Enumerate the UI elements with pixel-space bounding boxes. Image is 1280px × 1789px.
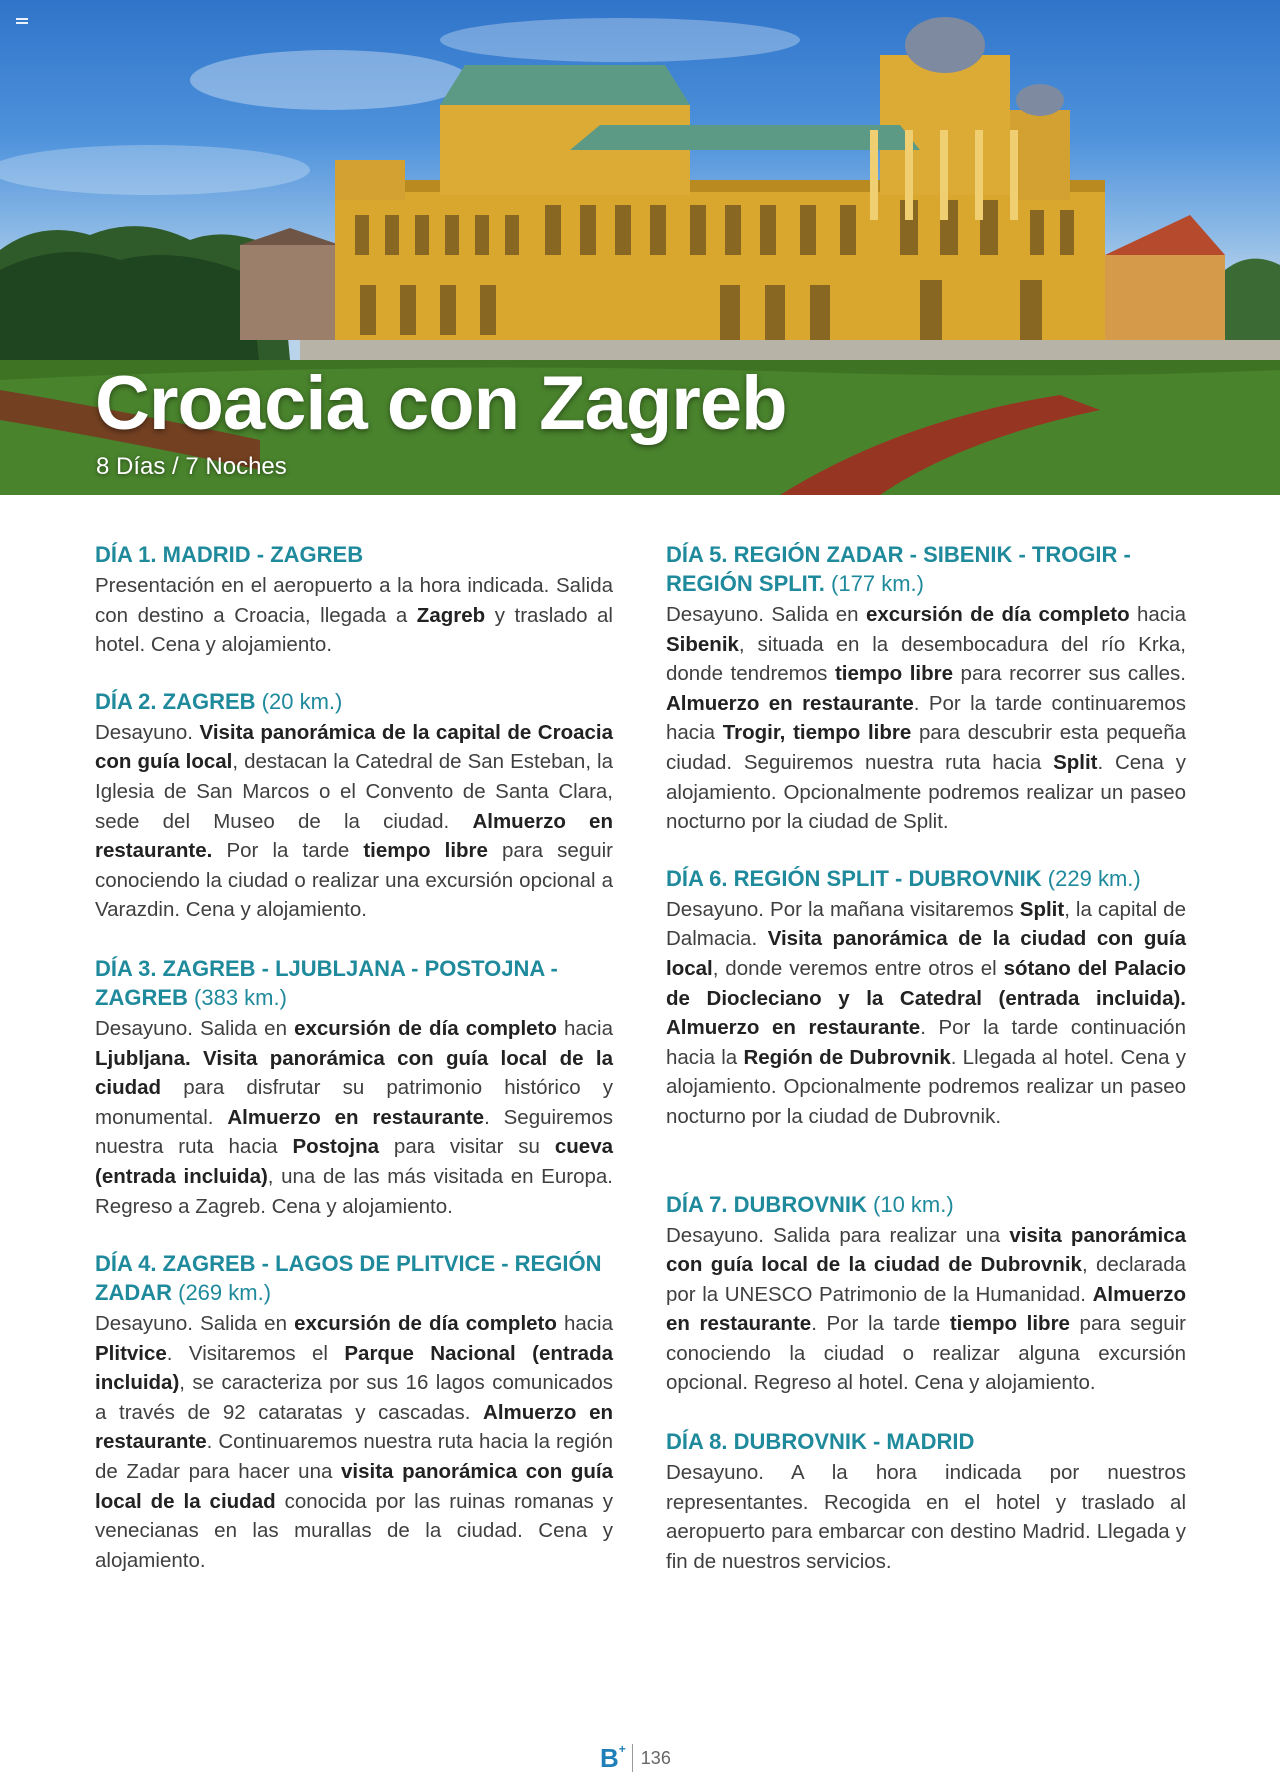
body-text: , una de las más visitada en Europa. Regreso a Zagreb. Cena y alojamiento. — [95, 1164, 613, 1218]
highlight-text: visita panorámica con guía local de la ciudad de Dubrovnik — [666, 1223, 1186, 1277]
body-text: para visitar su — [379, 1135, 555, 1159]
body-text: conocida por las ruinas romanas y venecianas en las murallas de la ciudad. Cena y alojamiento. — [95, 1489, 613, 1572]
highlight-text: Parque Nacional (entrada incluida) — [95, 1341, 613, 1395]
highlight-text: Almuerzo en restaurante. — [95, 809, 613, 863]
highlight-text: visita panorámica con guía local de la ciudad — [95, 1460, 613, 1513]
day-heading: DÍA 2. ZAGREB (20 km.) — [95, 688, 343, 714]
body-text: , declarada por la UNESCO Patrimonio de la Humanidad. — [666, 1253, 1186, 1306]
body-text: Desayuno. Salida para realizar una — [666, 1223, 1010, 1247]
page-number: 136 — [640, 1747, 671, 1768]
body-text: hacia — [556, 1312, 613, 1336]
itinerary-day-5 — [666, 540, 1186, 837]
day-description — [95, 1014, 613, 1221]
body-text: , donde veremos entre otros el — [712, 956, 1004, 980]
highlight-text: excursión de día completo — [865, 603, 1130, 626]
day-description — [666, 600, 1186, 837]
highlight-text: Split — [1053, 750, 1098, 774]
highlight-text: excursión de día completo — [294, 1016, 557, 1040]
body-text: . Continuaremos nuestra ruta hacia la región de Zadar para hacer una — [95, 1430, 613, 1484]
body-text: Desayuno. — [95, 720, 200, 744]
day-heading: DÍA 3. ZAGREB - LJUBLJANA - POSTOJNA - ZAGREB (383 km.) — [95, 955, 558, 1010]
body-text: para descubrir esta pequeña ciudad. Seguiremos nuestra ruta hacia — [666, 721, 1186, 774]
menu-icon[interactable] — [16, 18, 28, 26]
day-description — [666, 1221, 1186, 1399]
body-text: Desayuno. Por la mañana visitaremos — [666, 897, 1020, 921]
day-heading: DÍA 6. REGIÓN SPLIT - DUBROVNIK (229 km.) — [666, 865, 1141, 891]
day-heading: DÍA 1. MADRID - ZAGREB — [95, 542, 364, 567]
body-text: Desayuno. Salida en — [666, 603, 866, 626]
body-text: para recorrer sus calles. — [953, 662, 1186, 686]
body-text: Desayuno. Salida en — [95, 1016, 295, 1040]
itinerary-day-6 — [666, 864, 1186, 1132]
day-heading: DÍA 4. ZAGREB - LAGOS DE PLITVICE - REGIÓN ZADAR (269 km.) — [95, 1251, 602, 1306]
body-text: , situada en la desembocadura del río Krka, donde tendremos — [666, 632, 1186, 686]
itinerary-day-8 — [666, 1427, 1186, 1576]
highlight-text: cueva (entrada incluida) — [95, 1135, 614, 1188]
body-text: . Llegada al hotel. Cena y alojamiento. Opcionalmente podremos realizar un paseo nocturno por la ciudad de Dubrovnik. — [666, 1045, 1187, 1128]
page-title: Croacia con Zagreb — [95, 361, 787, 446]
body-text: . Cena y alojamiento. Opcionalmente podremos realizar un paseo nocturno por la ciudad de Split. — [666, 750, 1186, 834]
day-description — [95, 718, 613, 925]
itinerary-day-2 — [95, 687, 613, 925]
highlight-text: Trogir, tiempo libre — [722, 721, 912, 745]
highlight-text: Almuerzo en restaurante — [666, 1282, 1186, 1336]
body-text: Desayuno. Salida en — [95, 1312, 295, 1336]
body-text: , la capital de Dalmacia. — [666, 897, 1186, 951]
body-text: . Seguiremos nuestra ruta hacia — [95, 1105, 614, 1159]
highlight-text: Split — [1019, 897, 1065, 921]
day-heading: DÍA 5. REGIÓN ZADAR - SIBENIK - TROGIR - REGIÓN SPLIT. (177 km.) — [666, 542, 1131, 596]
highlight-text: Sibenik — [666, 632, 739, 656]
itinerary-day-7 — [666, 1190, 1186, 1399]
body-text: , destacan la Catedral de San Esteban, la Iglesia de San Marcos o el Convento de Santa Clara, sede del Museo de la ciudad. — [95, 750, 614, 833]
body-text: Presentación en el aeropuerto a la hora indicada. Salida con destino a Croacia, llegada a — [95, 574, 613, 627]
highlight-text: Visita panorámica de la ciudad con guía local — [666, 927, 1186, 980]
highlight-text: Almuerzo en restaurante — [227, 1105, 485, 1129]
highlight-text: tiempo libre — [949, 1312, 1070, 1336]
hero-banner — [0, 0, 1280, 495]
trip-duration: 8 Días / 7 Noches — [96, 453, 287, 480]
body-text: para disfrutar su patrimonio histórico y monumental. — [95, 1076, 613, 1129]
body-text: Desayuno. A la hora indicada por nuestros representantes. Recogida en el hotel y traslado al aeropuerto para embarcar con destino Madrid. Llegada y fin de nuestros servicios. — [666, 1461, 1186, 1573]
body-text: para seguir conociendo la ciudad o realizar una excursión opcional a Varazdin. Cena y alojamiento. — [95, 839, 613, 922]
highlight-text: excursión de día completo — [294, 1312, 557, 1336]
highlight-text: sótano del Palacio de Diocleciano y la Catedral (entrada incluida). Almuerzo en restaurante — [666, 956, 1186, 1040]
day-description — [95, 1309, 613, 1575]
day-description — [666, 1458, 1186, 1576]
body-text: hacia — [1129, 603, 1186, 626]
highlight-text: Almuerzo en restaurante — [95, 1400, 613, 1454]
itinerary-day-4 — [95, 1249, 613, 1575]
body-text: . Visitaremos el — [166, 1341, 345, 1365]
day-description — [95, 571, 613, 660]
highlight-text: Postojna — [292, 1135, 380, 1159]
page-footer — [600, 1740, 671, 1776]
highlight-text: Almuerzo en restaurante — [666, 691, 914, 715]
brand-logo: B+ — [600, 1741, 626, 1773]
itinerary-column-right — [666, 540, 1186, 1576]
body-text: para seguir conociendo la ciudad o realizar alguna excursión opcional. Regreso al hotel. Cena y alojamiento. — [666, 1312, 1187, 1395]
body-text: Por la tarde — [212, 839, 364, 863]
day-heading: DÍA 8. DUBROVNIK - MADRID — [666, 1429, 975, 1455]
body-text: . Por la tarde continuación hacia la — [666, 1016, 1186, 1069]
body-text: y traslado al hotel. Cena y alojamiento. — [95, 603, 613, 657]
body-text: hacia — [556, 1016, 613, 1040]
body-text: . Por la tarde continuaremos hacia — [666, 691, 1187, 745]
footer-divider — [632, 1744, 633, 1772]
day-description — [666, 895, 1186, 1132]
highlight-text: Plitvice — [95, 1341, 167, 1365]
highlight-text: Ljubljana. Visita panorámica con guía local de la ciudad — [95, 1046, 613, 1100]
highlight-text: tiempo libre — [834, 662, 953, 686]
itinerary-column-left — [95, 540, 613, 1575]
highlight-text: Zagreb — [416, 603, 486, 627]
highlight-text: Región de Dubrovnik — [743, 1045, 951, 1069]
itinerary-day-3 — [95, 954, 613, 1221]
highlight-text: Visita panorámica de la capital de Croacia con guía local — [95, 720, 613, 774]
body-text: , se caracteriza por sus 16 lagos comunicados a través de 92 cataratas y cascadas. — [95, 1371, 613, 1424]
itinerary-day-1 — [95, 540, 613, 660]
body-text: . Por la tarde — [811, 1312, 950, 1336]
day-heading: DÍA 7. DUBROVNIK (10 km.) — [666, 1191, 954, 1217]
highlight-text: tiempo libre — [363, 839, 488, 863]
